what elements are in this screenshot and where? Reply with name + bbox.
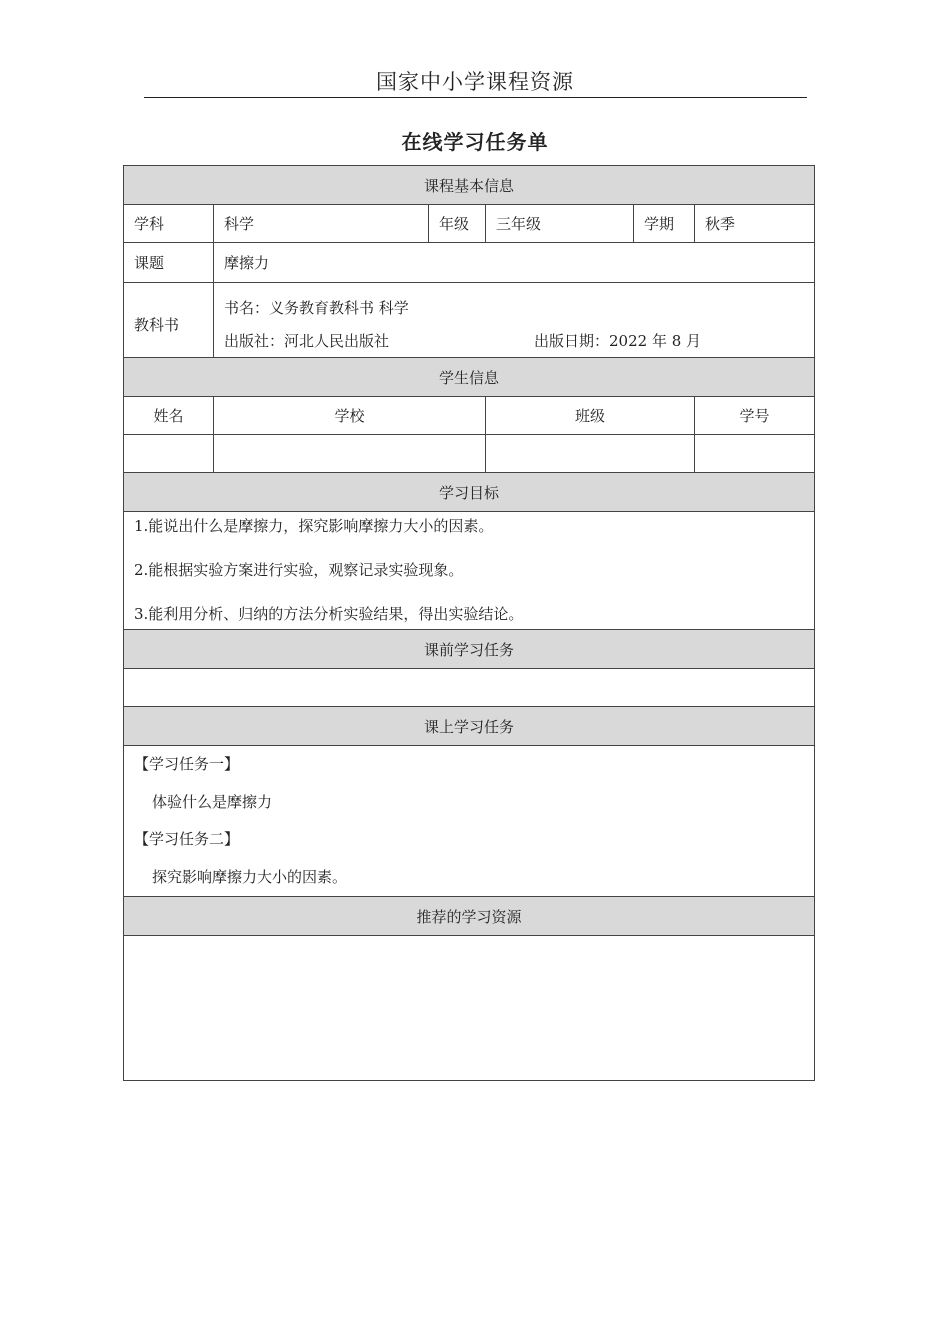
textbook-label: 教科书 [134, 315, 180, 334]
basic-info-row [124, 205, 815, 243]
section-header-goals [124, 473, 815, 512]
resources-row [124, 936, 815, 1081]
name-field[interactable] [124, 435, 214, 473]
student-id-label: 学号 [695, 397, 815, 435]
task2-title: 【学习任务二】 [134, 830, 240, 848]
goals-row [124, 512, 815, 630]
textbook-info [214, 283, 815, 358]
pre-class-content [124, 669, 815, 707]
section-header-in-class [124, 707, 815, 746]
section-title: 学习目标 [124, 473, 815, 512]
section-title: 课前学习任务 [124, 630, 815, 669]
task1-title: 【学习任务一】 [134, 755, 240, 773]
document-title: 在线学习任务单 [401, 130, 549, 154]
header-divider [144, 97, 807, 98]
subject-label: 学科 [124, 205, 214, 243]
grade-label: 年级 [429, 205, 486, 243]
section-title: 推荐的学习资源 [124, 897, 815, 936]
task2-body: 探究影响摩擦力大小的因素。 [152, 867, 348, 886]
class-label: 班级 [486, 397, 695, 435]
term-label: 学期 [634, 205, 695, 243]
publisher: 出版社：河北人民出版社 [224, 332, 390, 350]
publish-date: 出版日期：2022 年 8 月 [534, 332, 702, 350]
section-header-resources [124, 897, 815, 936]
school-label: 学校 [214, 397, 486, 435]
pre-class-row [124, 669, 815, 707]
section-header-pre-class [124, 630, 815, 669]
resources-content [124, 936, 815, 1081]
name-label: 姓名 [124, 397, 214, 435]
textbook-row [124, 283, 815, 358]
book-name: 书名：义务教育教科书 科学 [224, 299, 409, 317]
section-title: 课程基本信息 [124, 166, 815, 205]
topic-label: 课题 [124, 243, 214, 283]
student-header-row [124, 397, 815, 435]
in-class-row [124, 746, 815, 897]
goal-item: 2.能根据实验方案进行实验，观察记录实验现象。 [134, 560, 464, 579]
topic-row [124, 243, 815, 283]
school-field[interactable] [214, 435, 486, 473]
grade-value: 三年级 [486, 205, 634, 243]
student-id-field[interactable] [695, 435, 815, 473]
topic-value: 摩擦力 [214, 243, 815, 283]
section-title: 学生信息 [124, 358, 815, 397]
task-sheet-table [123, 165, 815, 1081]
site-header-title: 国家中小学课程资源 [376, 70, 574, 94]
student-fill-row [124, 435, 815, 473]
section-header-basic-info [124, 166, 815, 205]
section-header-student-info [124, 358, 815, 397]
term-value: 秋季 [695, 205, 815, 243]
section-title: 课上学习任务 [124, 707, 815, 746]
task1-body: 体验什么是摩擦力 [152, 792, 273, 811]
goal-item: 3.能利用分析、归纳的方法分析实验结果，得出实验结论。 [134, 604, 524, 623]
class-field[interactable] [486, 435, 695, 473]
subject-value: 科学 [214, 205, 429, 243]
goal-item: 1.能说出什么是摩擦力，探究影响摩擦力大小的因素。 [134, 516, 494, 535]
